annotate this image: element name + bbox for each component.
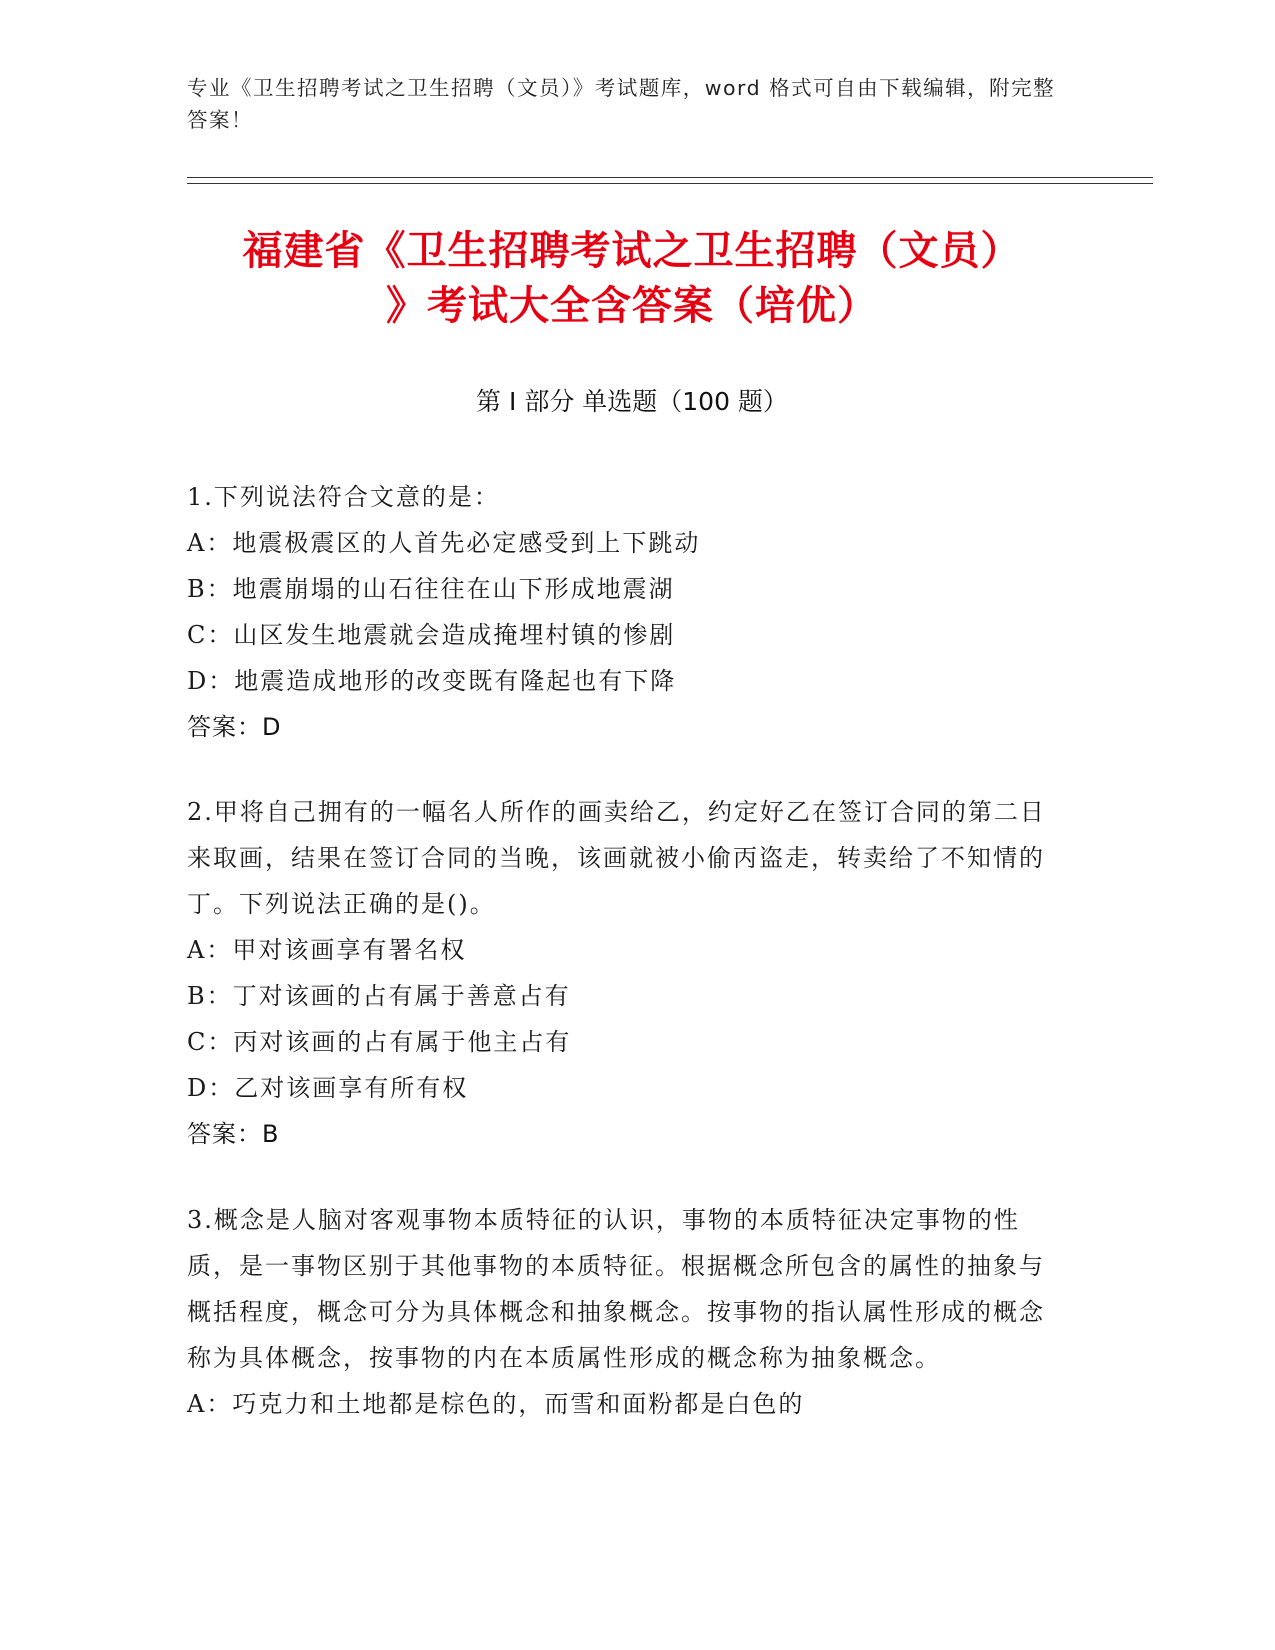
answer: 答案：B <box>187 1120 280 1148</box>
option-c: C：丙对该画的占有属于他主占有 <box>187 1028 572 1056</box>
header-rule-bottom <box>187 183 1153 184</box>
question-2 <box>187 789 1067 1157</box>
question-1 <box>187 474 1067 750</box>
question-3 <box>187 1197 1067 1427</box>
option-d: D：乙对该画享有所有权 <box>187 1074 469 1102</box>
title-line-1: 福建省《卫生招聘考试之卫生招聘（文员） <box>242 228 1022 274</box>
document-title <box>187 224 1077 334</box>
title-line-2: 》考试大全含答案（培优） <box>386 283 878 329</box>
question-stem: 3.概念是人脑对客观事物本质特征的认识，事物的本质特征决定事物的性质，是一事物区别于其他事物的本质特征。根据概念所包含的属性的抽象与概括程度，概念可分为具体概念和抽象概念。按事物的指认属性形成的概念称为具体概念，按事物的内在本质属性形成的概念称为抽象概念。 <box>187 1206 1045 1372</box>
option-a: A：地震极震区的人首先必定感受到上下跳动 <box>187 529 701 557</box>
option-a: A：甲对该画享有署名权 <box>187 936 467 964</box>
answer: 答案：D <box>187 713 282 741</box>
option-b: B：丁对该画的占有属于善意占有 <box>187 982 571 1010</box>
question-stem: 2.甲将自己拥有的一幅名人所作的画卖给乙，约定好乙在签订合同的第二日来取画，结果在签订合同的当晚，该画就被小偷丙盗走，转卖给了不知情的丁。下列说法正确的是()。 <box>187 798 1046 918</box>
option-c: C：山区发生地震就会造成掩埋村镇的惨剧 <box>187 621 676 649</box>
option-d: D：地震造成地形的改变既有隆起也有下降 <box>187 667 677 695</box>
option-b: B：地震崩塌的山石往往在山下形成地震湖 <box>187 575 675 603</box>
option-a: A：巧克力和土地都是棕色的，而雪和面粉都是白色的 <box>187 1390 805 1418</box>
header-note: 专业《卫生招聘考试之卫生招聘（文员）》考试题库，word 格式可自由下载编辑，附完整答案！ <box>187 76 1056 132</box>
question-stem: 1.下列说法符合文意的是： <box>187 483 500 511</box>
header-rule-top <box>187 177 1153 178</box>
section-title: 第 I 部分 单选题（100 题） <box>476 387 788 416</box>
